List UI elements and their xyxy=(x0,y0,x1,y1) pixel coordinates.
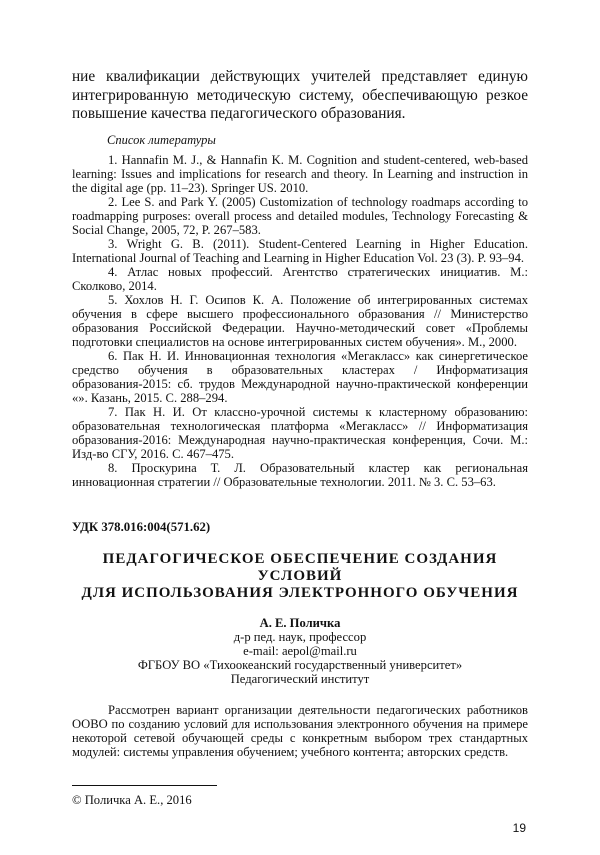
page-number: 19 xyxy=(512,820,526,835)
udk-code: УДК 378.016:004(571.62) xyxy=(72,519,211,534)
abstract: Рассмотрен вариант организации деятельности педагогических работников ООВО по созданию условий для использования электронного обучения на примере некоторой сетевой обучающей среды с конкретным выбором трех стандартных модулей: системы управления обучением; учебного контента; авторских средств. xyxy=(72,702,528,759)
footnote-divider xyxy=(72,785,217,786)
article-title-line: ДЛЯ ИСПОЛЬЗОВАНИЯ ЭЛЕКТРОННОГО ОБУЧЕНИЯ xyxy=(81,584,519,601)
article-title xyxy=(72,551,528,602)
reference-item: 7. Пак Н. И. От классно-урочной системы к кластерному образованию: образовательная технологическая платформа «Мегакласс» // Информатизация образования-2016: Международная научно-практическая конференция, Сочи. М.: Изд-во СГУ, 2016. С. 467–475. xyxy=(72,404,528,461)
reference-item: 6. Пак Н. И. Инновационная технология «Мегакласс» как синергетическое средство обучения в образовательных кластерах / Информатизация образования-2015: сб. трудов Международной научно-практической конференции «». Казань, 2015. С. 288–294. xyxy=(72,348,528,405)
copyright-footnote: © Поличка А. Е., 2016 xyxy=(72,792,192,807)
reference-item: 5. Хохлов Н. Г. Осипов К. А. Положение об интегрированных системах обучения в сфере высшего профессионального образования // Министерство образования Российской Федерации. Научно-методический совет «Проблемы подготовки специалистов на основе интегрированных систем обучения». М., 2000. xyxy=(72,292,528,349)
reference-item: 3. Wright G. B. (2011). Student-Centered Learning in Higher Education. International Journal of Teaching and Learning in Higher Education Vol. 23 (3). P. 93–94. xyxy=(72,236,528,265)
author-organization: ФГБОУ ВО «Тихоокеанский государственный университет» xyxy=(137,657,463,672)
reference-item: 8. Проскурина Т. Л. Образовательный кластер как региональная инновационная стратегии // Образовательные технологии. 2011. № 3. С. 53–63. xyxy=(72,460,528,489)
author-institute: Педагогический институт xyxy=(230,671,370,686)
author-degree: д-р пед. наук, профессор xyxy=(233,629,367,644)
author-email: e-mail: aepol@mail.ru xyxy=(243,643,357,658)
references-list xyxy=(72,153,528,489)
reference-item: 1. Hannafin M. J., & Hannafin K. M. Cognition and student-centered, web-based learning: Issues and implications for research and theory. In Learning and instruction in the digital age (pp. 11–23). Springer US. 2010. xyxy=(72,152,528,195)
page-column xyxy=(72,0,528,855)
reference-item: 2. Lee S. and Park Y. (2005) Customization of technology roadmaps according to roadmapping purposes: overall process and detailed modules, Technology Forecasting & Social Change, 2005, 72, P. 267–583. xyxy=(72,194,528,237)
intro-paragraph: ние квалификации действующих учителей представляет единую интегрированную методическую систему, обеспечивающую резкое повышение качества педагогического образования. xyxy=(72,68,528,123)
author-block xyxy=(72,616,528,686)
reference-item: 4. Атлас новых профессий. Агентство стратегических инициатив. М.: Сколково, 2014. xyxy=(72,264,528,293)
references-title: Список литературы xyxy=(107,132,216,147)
article-title-line: ПЕДАГОГИЧЕСКОЕ ОБЕСПЕЧЕНИЕ СОЗДАНИЯ УСЛОВИЙ xyxy=(102,550,498,584)
author-name: А. Е. Поличка xyxy=(259,615,341,630)
